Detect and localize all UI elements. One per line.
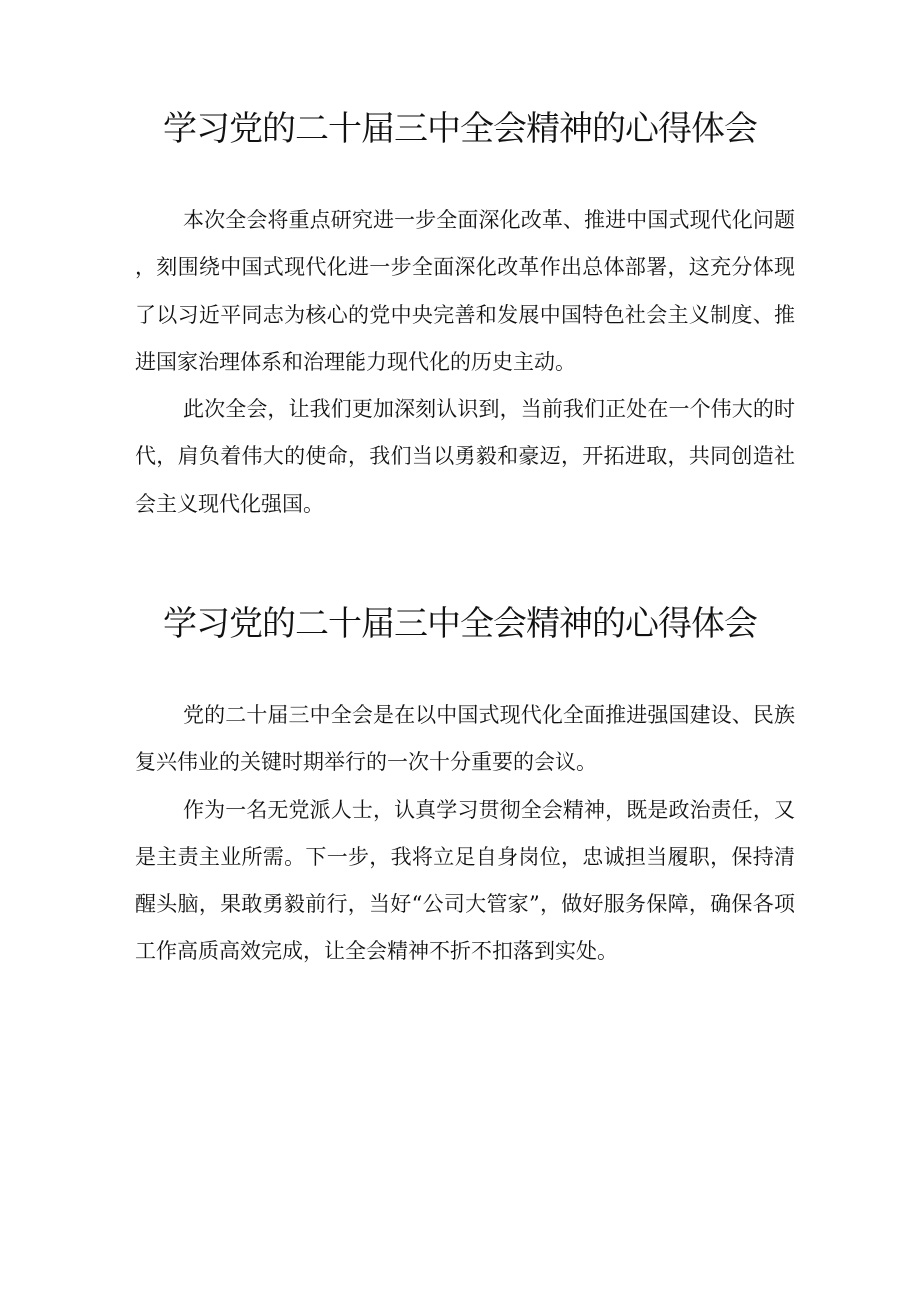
section-1-title: 学习党的二十届三中全会精神的心得体会 bbox=[163, 109, 757, 149]
section-2-body bbox=[135, 692, 795, 976]
section-2-paragraph-2: 作为一名无党派人士，认真学习贯彻全会精神，既是政治责任，又是主责主业所需。下一步，我将立足自身岗位，忠诚担当履职，保持清醒头脑，果敢勇毅前行，当好“公司大管家”，做好服务保障，确保各项工作高质高效完成，让全会精神不折不扣落到实处。 bbox=[135, 797, 795, 964]
section-1-paragraph-1: 本次全会将重点研究进一步全面深化改革、推进中国式现代化问题，刻围绕中国式现代化进一步全面深化改革作出总体部署，这充分体现了以习近平同志为核心的党中央完善和发展中国特色社会主义制度、推进国家治理体系和治理能力现代化的历史主动。 bbox=[135, 208, 795, 374]
section-2-paragraph-1: 党的二十届三中全会是在以中国式现代化全面推进强国建设、民族复兴伟业的关键时期举行的一次十分重要的会议。 bbox=[135, 703, 795, 775]
section-2-title: 学习党的二十届三中全会精神的心得体会 bbox=[163, 604, 757, 644]
section-1-body bbox=[135, 197, 795, 528]
section-1-paragraph-2: 此次全会，让我们更加深刻认识到，当前我们正处在一个伟大的时代，肩负着伟大的使命，我们当以勇毅和豪迈，开拓进取，共同创造社会主义现代化强国。 bbox=[135, 397, 795, 516]
